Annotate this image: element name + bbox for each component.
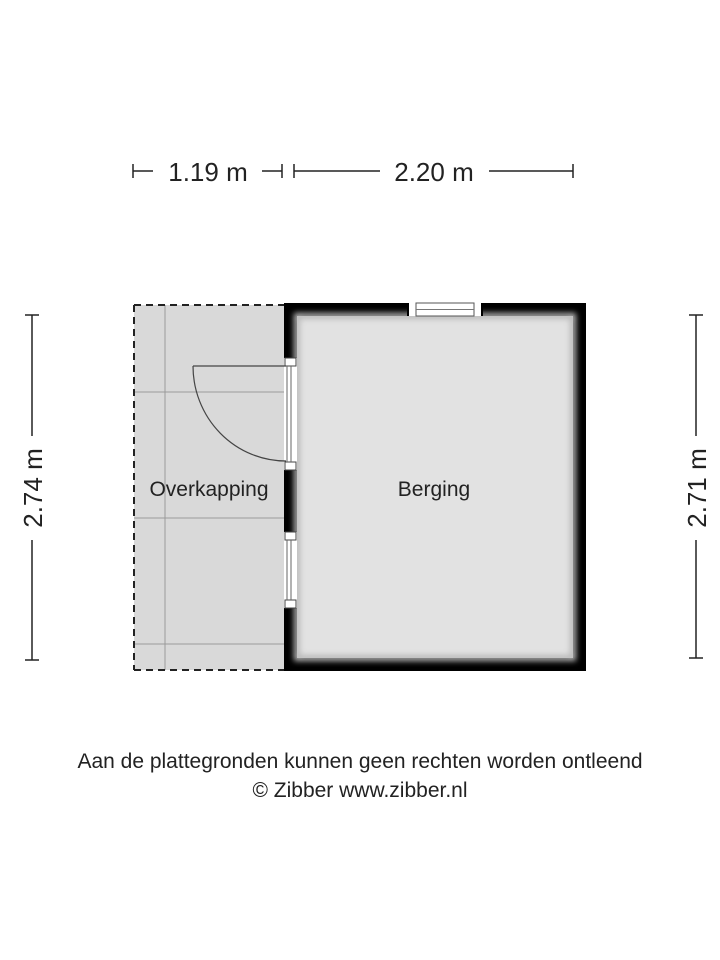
dimension-label-top-right: 2.20 m [394, 157, 474, 187]
dimension-label-right: 2.71 m [682, 448, 712, 528]
top-window [408, 303, 482, 316]
disclaimer-text: Aan de plattegronden kunnen geen rechten worden ontleend [77, 750, 643, 773]
dimension-label-top-left: 1.19 m [168, 157, 248, 187]
room-label-berging: Berging [397, 478, 471, 501]
dimension-label-left: 2.74 m [18, 448, 48, 528]
side-window [284, 532, 297, 608]
copyright-text: © Zibber www.zibber.nl [252, 779, 468, 802]
door-opening [284, 358, 297, 470]
room-label-overkapping: Overkapping [149, 478, 269, 501]
